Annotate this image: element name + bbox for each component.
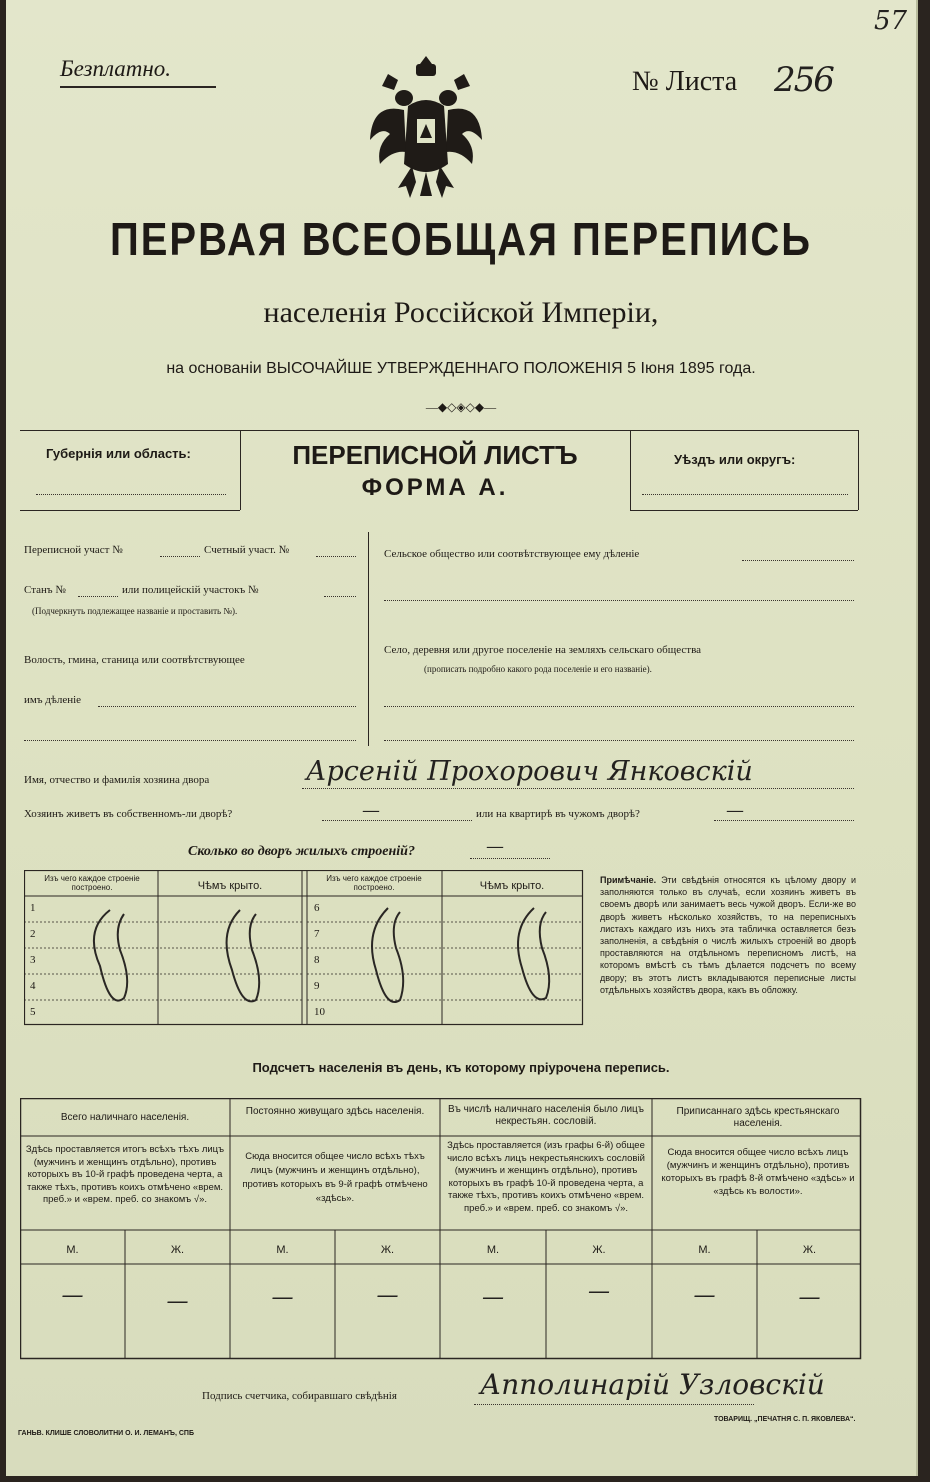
- stan-field: [78, 596, 118, 597]
- pop-col-head-1: Всего наличнаго населенія.: [60, 1112, 190, 1123]
- sheet-number-handwritten: 256: [774, 60, 833, 100]
- pop-col-desc-3: Здѣсь проставляется (изъ графы 6-й) общее число всѣхъ лицъ некрестьянскихъ сословій (мужчинъ и женщинъ отдѣльно), противъ которыхъ въ графѣ 10-й проведена черта, а также тѣхъ, противъ коихъ отмѣчено «врем. преб.» и «врем. преб. со знакомъ √».: [447, 1140, 645, 1214]
- frame-top: [20, 430, 858, 431]
- form-type: ФОРМА А.: [361, 474, 509, 501]
- archive-number-handwritten: 57: [874, 6, 908, 36]
- frame-divider-right: [630, 430, 631, 510]
- frame-right-edge: [858, 430, 859, 510]
- volost-field-2: [24, 740, 356, 741]
- volost-field: [98, 706, 356, 707]
- settlement-field-2: [384, 740, 854, 741]
- pop-m-label: М.: [698, 1244, 711, 1256]
- signature-handwritten: Апполинарій Узловскій: [480, 1368, 825, 1401]
- pop-value: —: [482, 1285, 504, 1310]
- own-yard-handwritten: —: [362, 800, 380, 821]
- ornament-divider: —◆◇◈◇◆—: [425, 400, 497, 414]
- underline-note: (Подчеркнуть подлежащее названіе и проставить №).: [32, 606, 238, 616]
- census-sheet: [6, 0, 918, 1476]
- owner-name-field: [302, 788, 854, 789]
- printer-credit-left: ГАНЬВ. КЛИШЕ СЛОВОЛИТНИ О. И. ЛЕМАНЪ, СПБ: [18, 1430, 194, 1437]
- row-number: 4: [30, 980, 36, 992]
- volost-label: Волость, гмина, станица или соотвѣтствующее: [24, 654, 245, 666]
- col-roof-right: Чѣмъ крыто.: [479, 880, 545, 892]
- pop-value: —: [166, 1289, 189, 1314]
- volost-label-2: имъ дѣленіе: [24, 694, 82, 706]
- row-number: 6: [314, 902, 320, 914]
- guberniya-field: [36, 494, 226, 495]
- guberniya-label: Губернія или область:: [46, 446, 191, 461]
- frame-bottom-right: [630, 510, 858, 511]
- rural-society-label: Сельское общество или соотвѣтствующее ему дѣленіе: [384, 548, 640, 560]
- middle-divider: [368, 532, 369, 746]
- pop-value: —: [271, 1285, 294, 1310]
- buildings-label: Сколько во дворъ жилыхъ строеній?: [188, 844, 415, 859]
- note-text: Эти свѣдѣнія относятся къ цѣлому двору и заполняются только въ случаѣ, если хозяинъ живетъ въ своемъ дворѣ или занимаетъ весь чужой дворъ. Если-же во дворѣ живетъ нѣсколько хозяйствъ, то на переписныхъ листахъ каждаго изъ нихъ эта табличка оставляется безъ заполненія, а свѣдѣнія о числѣ жилыхъ строеній во дворѣ проставляются на отдѣльномъ переписномъ листѣ, на которомъ вмѣстѣ съ тѣмъ дѣлается подсчетъ по всему двору; въ этотъ листъ вкладываются переписные листы отдѣльныхъ хозяйствъ двора, какъ въ обложку.: [600, 875, 856, 995]
- row-number: 8: [314, 954, 320, 966]
- row-number: 10: [314, 1006, 325, 1018]
- main-title: ПЕРВАЯ ВСЕОБЩАЯ ПЕРЕПИСЬ: [110, 214, 812, 266]
- uyezd-label: Уѣздъ или округъ:: [674, 452, 796, 467]
- own-yard-label: Хозяинъ живетъ въ собственномъ-ли дворѣ?: [24, 808, 233, 820]
- main-subtitle: населенія Россійской Имперіи,: [263, 296, 659, 329]
- pop-col-desc-4: Сюда вносится общее число всѣхъ лицъ (мужчинъ и женщинъ отдѣльно), противъ которыхъ въ графѣ 8-й отмѣчено «здѣсь» и «здѣсь къ волости».: [661, 1147, 855, 1197]
- rented-handwritten: —: [726, 800, 744, 821]
- row-number: 1: [30, 902, 36, 914]
- police-district-field: [324, 596, 356, 597]
- pop-m-label: М.: [486, 1244, 500, 1256]
- rural-society-field: [742, 560, 854, 561]
- pop-col-head-3: Въ числѣ наличнаго населенія было лицъ некрестьян. сословій.: [447, 1104, 645, 1127]
- pop-m-label: М.: [276, 1244, 289, 1256]
- population-table-grid: [20, 1098, 862, 1360]
- row-number: 2: [30, 928, 36, 940]
- buildings-handwritten: —: [486, 836, 504, 857]
- pop-f-label: Ж.: [802, 1244, 817, 1256]
- pop-value: —: [798, 1285, 821, 1310]
- col-material-right: Изъ чего каждое строеніе построено.: [326, 874, 422, 892]
- rural-society-field-2: [384, 600, 854, 601]
- pop-value: —: [376, 1283, 399, 1308]
- frame-bottom-left: [20, 510, 240, 511]
- imperial-eagle-emblem: [368, 54, 484, 204]
- owner-name-label: Имя, отчество и фамилія хозяина двора: [24, 774, 210, 786]
- rented-label: или на квартирѣ въ чужомъ дворѣ?: [476, 808, 640, 820]
- stan-label: Станъ №: [24, 584, 66, 596]
- police-district-label: или полицейскій участокъ №: [122, 584, 259, 596]
- owner-name-handwritten: Арсеній Прохорович Янковскій: [306, 756, 753, 787]
- form-title: ПЕРЕПИСНОЙ ЛИСТЪ: [292, 440, 578, 470]
- pop-col-desc-2: Сюда вносится общее число всѣхъ тѣхъ лицъ (мужчинъ и женщинъ отдѣльно), противъ которыхъ въ 9-й графѣ отмѣчено «здѣсь».: [242, 1151, 428, 1204]
- row-number: 3: [30, 954, 36, 966]
- pop-col-desc-1: Здѣсь проставляется итогъ всѣхъ тѣхъ лицъ (мужчинъ и женщинъ отдѣльно), противъ которыхъ въ 10-й графѣ проведена черта, а также тѣхъ, противъ коихъ отмѣчено «врем. преб.» и «врем. преб. со знакомъ √».: [25, 1144, 225, 1205]
- col-material-left: Изъ чего каждое строеніе построено.: [44, 874, 140, 892]
- pop-f-label: Ж.: [380, 1244, 395, 1256]
- settlement-field: [384, 706, 854, 707]
- printer-credit-right: ТОВАРИЩ. „ПЕЧАТНЯ С. П. ЯКОВЛЕВА“.: [714, 1416, 856, 1423]
- pop-f-label: Ж.: [170, 1244, 185, 1256]
- population-title: Подсчетъ населенія въ день, къ которому пріурочена перепись.: [252, 1060, 670, 1075]
- signature-label: Подпись счетчика, собиравшаго свѣдѣнія: [202, 1390, 397, 1402]
- pop-col-head-4: Приписаннаго здѣсь крестьянскаго населенія.: [676, 1106, 840, 1129]
- pop-value: —: [61, 1283, 84, 1308]
- buildings-table-grid: [24, 870, 584, 1026]
- note-block: [600, 874, 856, 996]
- col-roof-left: Чѣмъ крыто.: [197, 880, 263, 892]
- legal-basis: на основаніи ВЫСОЧАЙШЕ УТВЕРЖДЕННАГО ПОЛОЖЕНІЯ 5 Іюня 1895 года.: [166, 360, 756, 377]
- pop-value: —: [693, 1283, 716, 1308]
- row-number: 7: [314, 928, 320, 940]
- row-number: 5: [30, 1006, 36, 1018]
- row-number: 9: [314, 980, 320, 992]
- note-title: Примѣчаніе.: [600, 875, 657, 885]
- census-district-field: [160, 556, 200, 557]
- count-district-label: Счетный участ. №: [204, 544, 290, 556]
- free-label-underline: [60, 86, 216, 88]
- census-district-label: Переписной участ №: [24, 544, 123, 556]
- settlement-label: Село, деревня или другое поселеніе на земляхъ сельскаго общества: [384, 644, 702, 656]
- signature-field: [474, 1404, 754, 1405]
- free-label: Безплатно.: [60, 56, 172, 81]
- pop-f-label: Ж.: [592, 1244, 606, 1256]
- own-yard-field: [322, 820, 472, 821]
- buildings-field: [470, 858, 550, 859]
- pop-m-label: М.: [66, 1244, 79, 1256]
- pop-col-head-2: Постоянно живущаго здѣсь населенія.: [245, 1106, 425, 1117]
- count-district-field: [316, 556, 356, 557]
- sheet-number-label: № Листа: [632, 66, 738, 97]
- pop-value: —: [588, 1279, 610, 1304]
- settlement-note: (прописать подробно какого рода поселеніе и его названіе).: [424, 664, 652, 674]
- uyezd-field: [642, 494, 848, 495]
